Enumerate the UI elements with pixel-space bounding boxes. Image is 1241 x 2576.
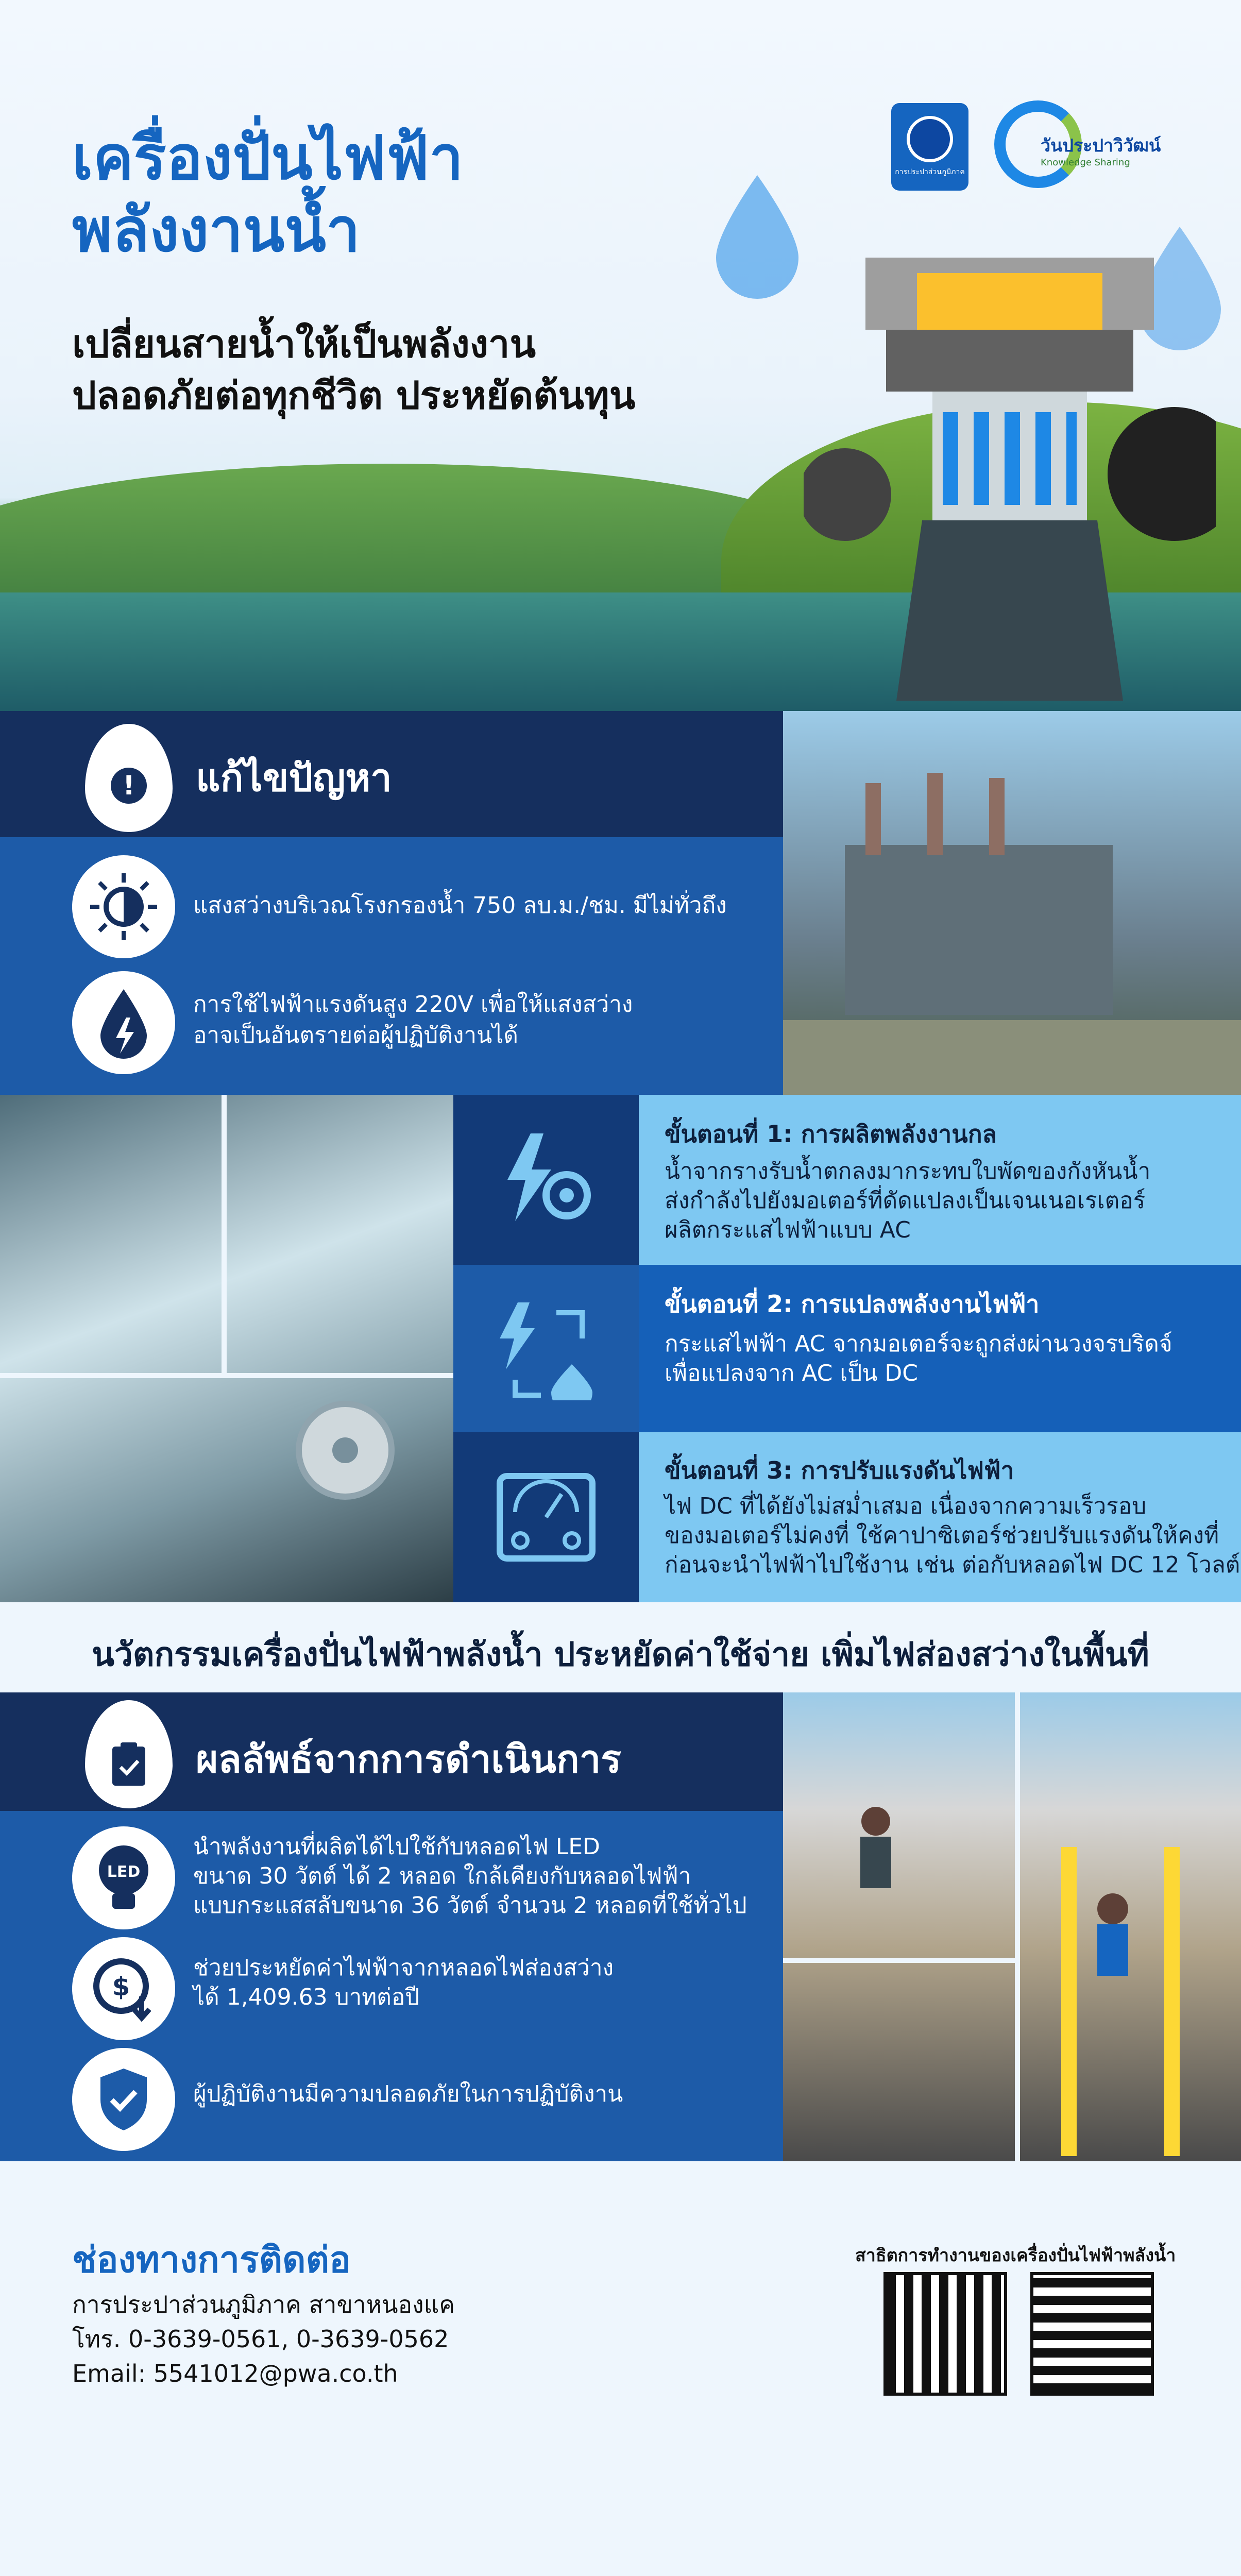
knowledge-logo-caption: Knowledge Sharing (1041, 157, 1130, 168)
page-title-line1: เครื่องปั่นไฟฟ้า (72, 122, 464, 193)
power-gear-icon (495, 1128, 598, 1231)
svg-text:$: $ (112, 1972, 130, 2002)
problem-item-2-line2: อาจเป็นอันตรายต่อผู้ปฏิบัติงานได้ (193, 1022, 518, 1048)
step-3-icon-box (453, 1432, 639, 1602)
step-2-title: ขั้นตอนที่ 2: การแปลงพลังงานไฟฟ้า (665, 1290, 1040, 1318)
convert-energy-icon (495, 1297, 598, 1400)
page-title-line2: พลังงานน้ำ (72, 194, 361, 265)
qr-caption: สาธิตการทำงานของเครื่องปั่นไฟฟ้าพลังน้ำ (855, 2245, 1176, 2266)
water-flow-photos (0, 1095, 453, 1602)
results-title: ผลลัพธ์จากการดำเนินการ (196, 1737, 621, 1782)
voltmeter-icon (495, 1466, 598, 1569)
contact-title: ช่องทางการติดต่อ (72, 2239, 351, 2281)
step-1-title: ขั้นตอนที่ 1: การผลิตพลังงานกล (665, 1120, 997, 1148)
seal-icon (907, 116, 953, 162)
shield-check-icon (72, 2048, 175, 2151)
step-2-icon-box (453, 1265, 639, 1432)
step-1-line2: ส่งกำลังไปยังมอเตอร์ที่ดัดแปลงเป็นเจนเนอเรเตอร์ (665, 1188, 1146, 1214)
sun-icon (72, 855, 175, 958)
result-2-line2: ได้ 1,409.63 บาทต่อปี (193, 1984, 420, 2010)
dotted-drop-icon (711, 175, 804, 299)
contact-org: การประปาส่วนภูมิภาค สาขาหนองแค (72, 2291, 455, 2318)
page-subtitle-line2: ปลอดภัยต่อทุกชีวิต ประหยัดต้นทุน (72, 374, 636, 418)
step-2-line1: กระแสไฟฟ้า AC จากมอเตอร์จะถูกส่งผ่านวงจรบริดจ์ (665, 1331, 1172, 1357)
warning-drop-icon: ! (85, 724, 173, 832)
contact-email[interactable]: Email: 5541012@pwa.co.th (72, 2360, 398, 2387)
result-3-line1: ผู้ปฏิบัติงานมีความปลอดภัยในการปฏิบัติงาน (193, 2081, 623, 2107)
problem-item-1-text: แสงสว่างบริเวณโรงกรองน้ำ 750 ลบ.ม./ชม. มีไม่ทั่วถึง (193, 892, 727, 919)
transformer-illustration (783, 711, 1241, 1095)
step-1-line3: ผลิตกระแสไฟฟ้าแบบ AC (665, 1217, 911, 1243)
water-turbine-illustration (288, 1394, 402, 1507)
hero-banner (0, 0, 1241, 711)
qr-code-1[interactable] (883, 2272, 1007, 2396)
step-3-title: ขั้นตอนที่ 3: การปรับแรงดันไฟฟ้า (665, 1456, 1014, 1484)
money-saving-icon (72, 1937, 175, 2040)
step-1-icon-box (453, 1095, 639, 1265)
pwa-logo (891, 103, 968, 191)
result-2-line1: ช่วยประหยัดค่าไฟฟ้าจากหลอดไฟส่องสว่าง (193, 1955, 614, 1981)
electric-drop-icon (72, 971, 175, 1074)
result-1-line3: แบบกระแสสลับขนาด 36 วัตต์ จำนวน 2 หลอดที่ใช้ทั่วไป (193, 1892, 747, 1919)
pwa-logo-caption: การประปาส่วนภูมิภาค (895, 168, 965, 176)
qr-code-2[interactable] (1030, 2272, 1154, 2396)
substation-photo (783, 711, 1241, 1095)
step-3-line3: ก่อนจะนำไฟฟ้าไปใช้งาน เช่น ต่อกับหลอดไฟ DC 12 โวลต์ (665, 1552, 1240, 1578)
step-3-line2: ของมอเตอร์ไม่คงที่ ใช้คาปาซิเตอร์ช่วยปรับแรงดันให้คงที่ (665, 1522, 1219, 1549)
led-bulb-icon (72, 1826, 175, 1929)
innovation-headline: นวัตกรรมเครื่องปั่นไฟฟ้าพลังน้ำ ประหยัดค่าใช้จ่าย เพิ่มไฟส่องสว่างในพื้นที่ (92, 1636, 1149, 1674)
problem-item-2-line1: การใช้ไฟฟ้าแรงดันสูง 220V เพื่อให้แสงสว่าง (193, 991, 633, 1018)
page-subtitle-line1: เปลี่ยนสายน้ำให้เป็นพลังงาน (72, 322, 536, 366)
step-1-line1: น้ำจากรางรับน้ำตกลงมากระทบใบพัดของกังหันน้ำ (665, 1158, 1151, 1184)
led-label: LED (107, 1863, 141, 1881)
knowledge-logo-text: วันประปาวิวัฒน์ (1041, 135, 1161, 156)
workers-illustration (783, 1692, 1241, 2161)
result-1-line1: นำพลังงานที่ผลิตได้ไปใช้กับหลอดไฟ LED (193, 1834, 600, 1860)
hydro-turbine-illustration (804, 227, 1216, 711)
problem-title: แก้ไขปัญหา (196, 756, 392, 800)
contact-phone: โทร. 0-3639-0561, 0-3639-0562 (72, 2325, 449, 2353)
workers-photo (783, 1692, 1241, 2161)
step-2-line2: เพื่อแปลงจาก AC เป็น DC (665, 1360, 918, 1386)
step-3-line1: ไฟ DC ที่ได้ยังไม่สม่ำเสมอ เนื่องจากความเร็วรอบ (665, 1493, 1147, 1519)
result-1-line2: ขนาด 30 วัตต์ ได้ 2 หลอด ใกล้เคียงกับหลอดไฟฟ้า (193, 1863, 691, 1889)
